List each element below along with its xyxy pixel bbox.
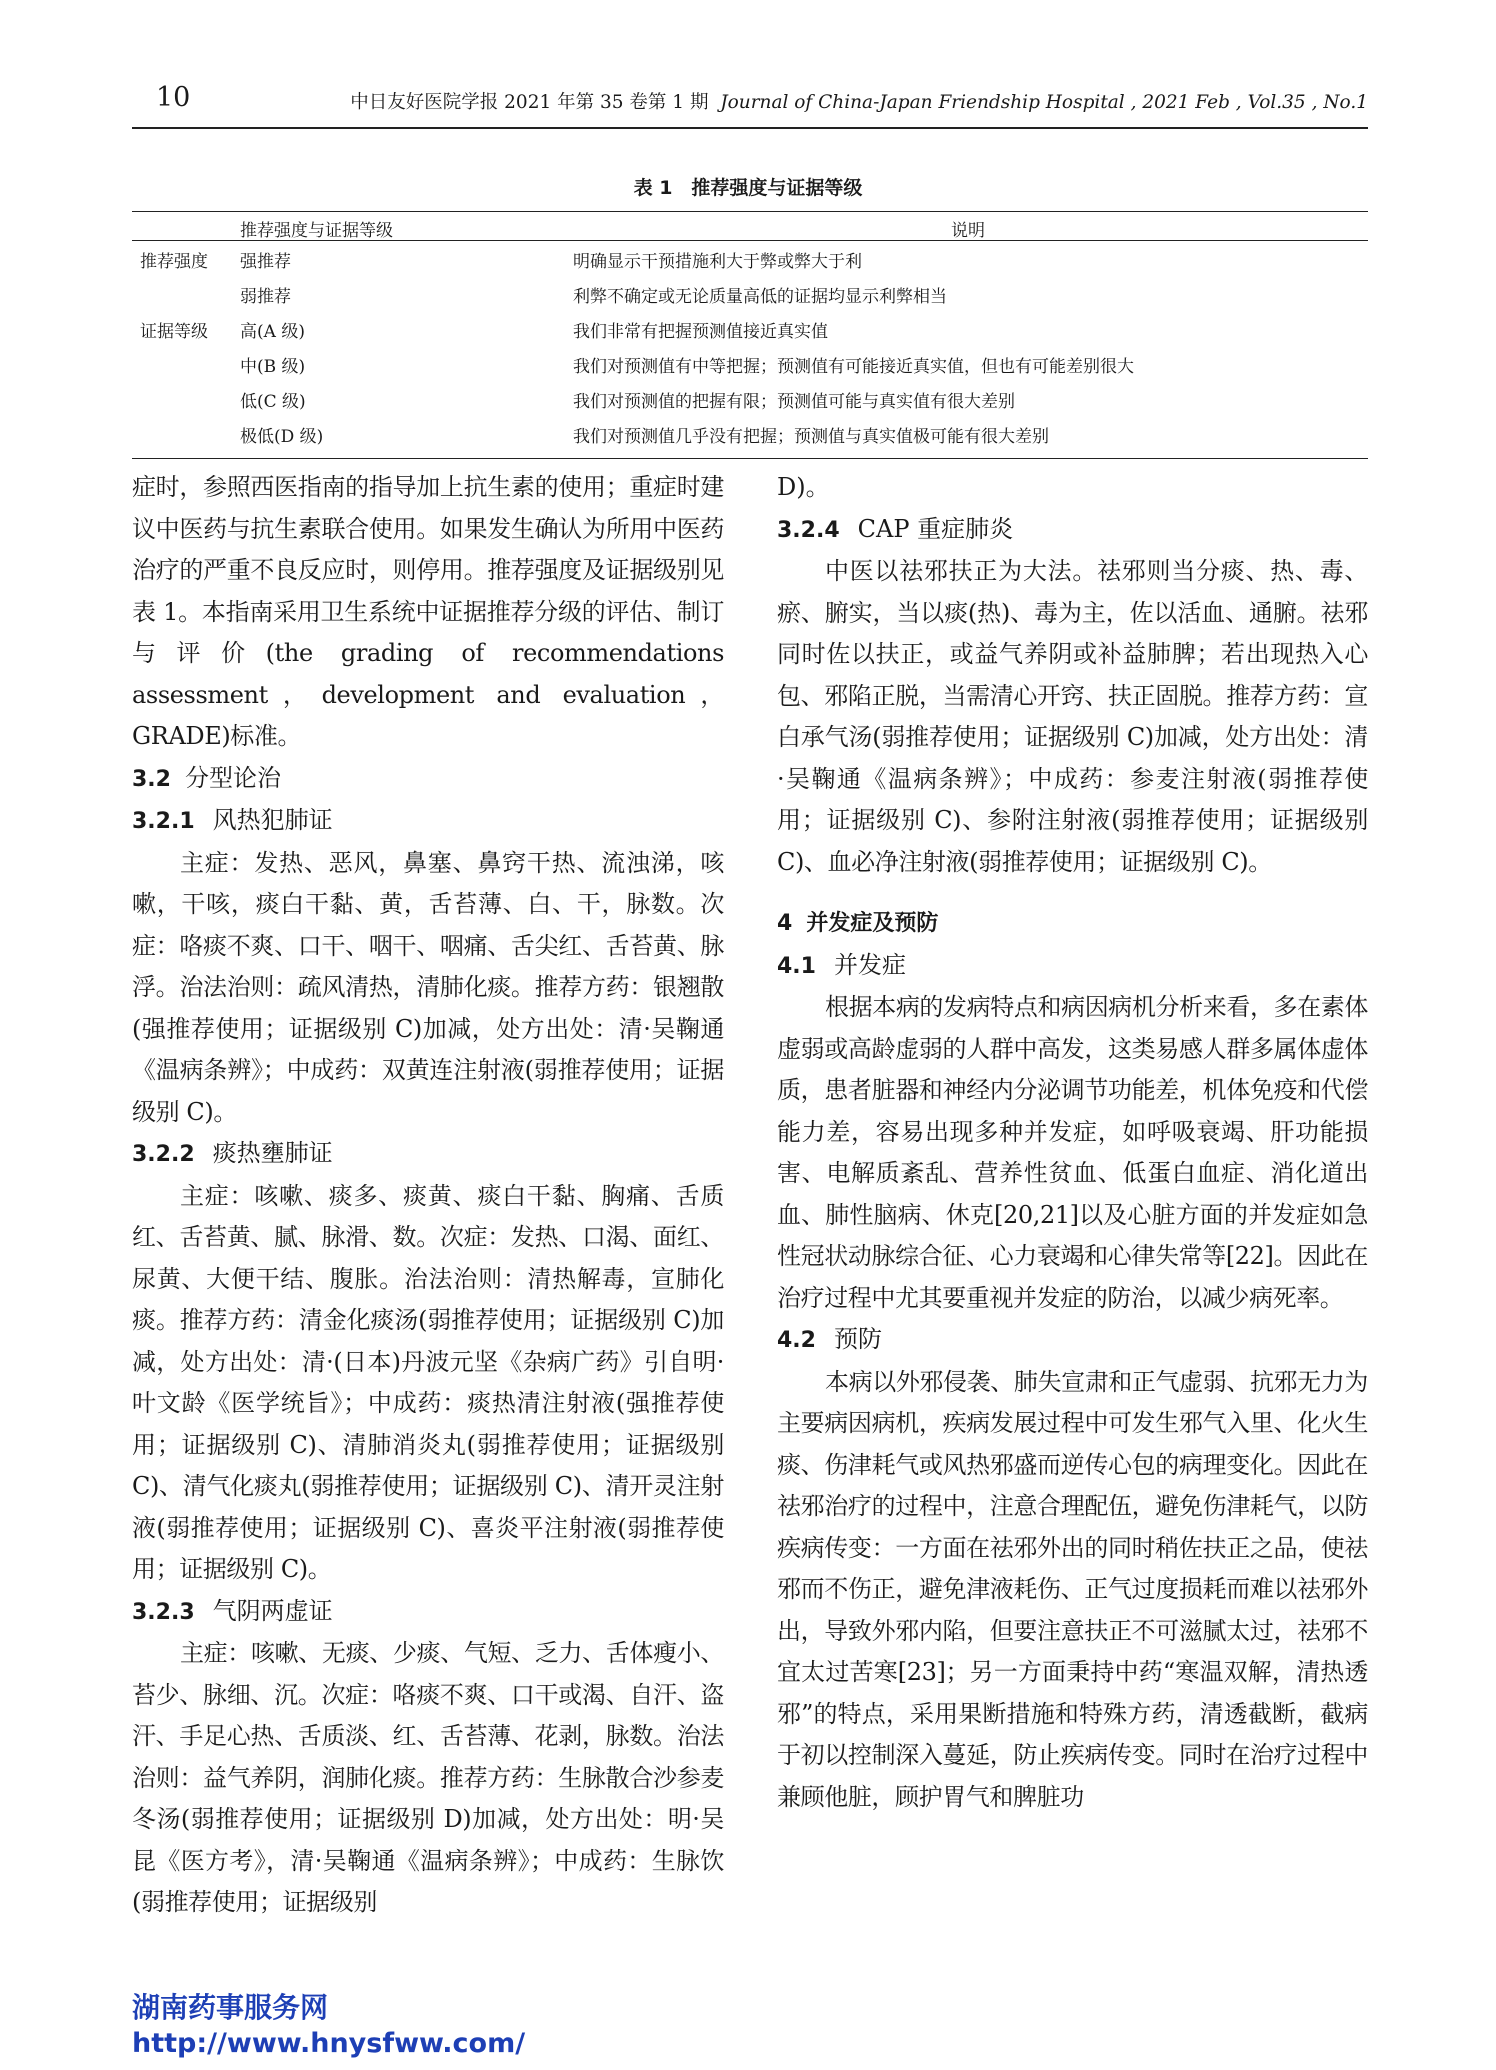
table-cell-description: 我们对预测值的把握有限；预测值可能与真实值有很大差别 [573, 392, 1015, 412]
section-heading-3-2-2 [132, 1133, 724, 1176]
table-cell-group: 推荐强度 [140, 252, 208, 272]
table-cell-description: 明确显示干预措施利大于弊或弊大于利 [573, 252, 862, 272]
section-heading-4-2 [777, 1319, 1368, 1362]
section-number: 3.2 [132, 766, 171, 792]
table-cell-group: 证据等级 [140, 322, 208, 342]
right-column [777, 467, 1368, 1818]
section-title: 风热犯肺证 [212, 806, 333, 834]
paragraph-3-2-2: 主症：咳嗽、痰多、痰黄、痰白干黏、胸痛、舌质红、舌苔黄、腻、脉滑、数。次症：发热、口渴、面红、尿黄、大便干结、腹胀。治法治则：清热解毒，宣肺化痰。推荐方药：清金化痰汤(弱推荐使用；证据级别 C)加减，处方出处：清·(日本)丹波元坚《杂病广药》引自明·叶文龄《医学统旨》；中成药：痰热清注射液(强推荐使用；证据级别 C)、清肺消炎丸(弱推荐使用；证据级别 C)、清气化痰丸(弱推荐使用；证据级别 C)、清开灵注射液(弱推荐使用；证据级别 C)、喜炎平注射液(弱推荐使用；证据级别 C)。 [132, 1181, 724, 1583]
table-header-rule [132, 240, 1368, 241]
journal-title-cn: 中日友好医院学报 2021 年第 35 卷第 1 期 [350, 92, 709, 113]
section-gap [777, 883, 1368, 903]
table-cell-level: 强推荐 [240, 252, 291, 272]
table-cell-description: 利弊不确定或无论质量高低的证据均显示利弊相当 [573, 287, 947, 307]
watermark-site-name: 湖南药事服务网 [132, 1991, 329, 2024]
section-title: 并发症及预防 [806, 911, 939, 936]
watermark-url: http://www.hnysfww.com/ [132, 2028, 526, 2059]
paragraph-intro: 症时，参照西医指南的指导加上抗生素的使用；重症时建议中医药与抗生素联合使用。如果发生确认为所用中医药治疗的严重不良反应时，则停用。推荐强度及证据级别见表 1。本指南采用卫生系统中证据推荐分级的评估、制订与评价(the grading of recommendations assessment，development and evaluation，GRADE)标准。 [132, 473, 724, 750]
section-number: 3.2.4 [777, 517, 840, 543]
table-row [132, 422, 1368, 452]
paragraph-3-2-3: 主症：咳嗽、无痰、少痰、气短、乏力、舌体瘦小、苔少、脉细、沉。次症：咯痰不爽、口干或渴、自汗、盗汗、手足心热、舌质淡、红、舌苔薄、花剥，脉数。治法治则：益气养阴，润肺化痰。推荐方药：生脉散合沙参麦冬汤(弱推荐使用；证据级别 D)加减，处方出处：明·吴昆《医方考》，清·吴鞠通《温病条辨》；中成药：生脉饮(弱推荐使用；证据级别 [132, 1639, 724, 1916]
left-column [132, 467, 724, 1924]
table-cell-level: 弱推荐 [240, 287, 291, 307]
section-number: 3.2.2 [132, 1142, 195, 1167]
paragraph-3-2-4: 中医以祛邪扶正为大法。祛邪则当分痰、热、毒、瘀、腑实，当以痰(热)、毒为主，佐以活血、通腑。祛邪同时佐以扶正，或益气养阴或补益肺脾；若出现热入心包、邪陷正脱，当需清心开窍、扶正固脱。推荐方药：宣白承气汤(弱推荐使用；证据级别 C)加减，处方出处：清·吴鞠通《温病条辨》；中成药：参麦注射液(弱推荐使用；证据级别 C)、参附注射液(弱推荐使用；证据级别 C)、血必净注射液(弱推荐使用；证据级别 C)。 [777, 557, 1368, 876]
table-row [132, 317, 1368, 347]
section-heading-4 [777, 903, 1368, 945]
page-number: 10 [156, 82, 191, 113]
section-title: CAP 重症肺炎 [857, 514, 1014, 543]
section-number: 4.2 [777, 1328, 816, 1353]
section-heading-3-2-4 [777, 509, 1368, 552]
table-cell-description: 我们非常有把握预测值接近真实值 [573, 322, 828, 342]
section-number: 4 [777, 911, 793, 936]
table-cell-level: 中(B 级) [240, 357, 306, 377]
table-cell-description: 我们对预测值有中等把握；预测值有可能接近真实值，但也有可能差别很大 [573, 357, 1134, 377]
table-cell-description: 我们对预测值几乎没有把握；预测值与真实值极可能有很大差别 [573, 427, 1049, 447]
journal-title-en: Journal of China-Japan Friendship Hospital , 2021 Feb , Vol.35 , No.1 [720, 92, 1368, 113]
paragraph-4-2: 本病以外邪侵袭、肺失宣肃和正气虚弱、抗邪无力为主要病因病机，疾病发展过程中可发生邪气入里、化火生痰、伤津耗气或风热邪盛而逆传心包的病理变化。因此在祛邪治疗的过程中，注意合理配伍，避免伤津耗气，以防疾病传变：一方面在祛邪外出的同时稍佐扶正之品，使祛邪而不伤正，避免津液耗伤、正气过度损耗而难以祛邪外出，导致外邪内陷，但要注意扶正不可滋腻太过，祛邪不宜太过苦寒[23]；另一方面秉持中药“寒温双解，清热透邪”的特点，采用果断措施和特殊方药，清透截断，截病于初以控制深入蔓延，防止疾病传变。同时在治疗过程中兼顾他脏，顾护胃气和脾脏功 [777, 1367, 1368, 1811]
section-title: 预防 [833, 1325, 882, 1353]
paragraph-4-1: 根据本病的发病特点和病因病机分析来看，多在素体虚弱或高龄虚弱的人群中高发，这类易感人群多属体虚体质，患者脏器和神经内分泌调节功能差，机体免疫和代偿能力差，容易出现多种并发症，如呼吸衰竭、肝功能损害、电解质紊乱、营养性贫血、低蛋白血症、消化道出血、肺性脑病、休克[20,21]以及心脏方面的并发症如急性冠状动脉综合征、心力衰竭和心律失常等[22]。因此在治疗过程中尤其要重视并发症的防治，以减少病死率。 [777, 993, 1368, 1312]
paragraph-continuation: D)。 [777, 473, 830, 501]
page-header [132, 82, 1368, 118]
section-title: 气阴两虚证 [212, 1596, 333, 1625]
table-cell-level: 高(A 级) [240, 322, 305, 342]
section-title: 痰热壅肺证 [212, 1139, 333, 1167]
section-number: 3.2.3 [132, 1599, 195, 1625]
section-title: 分型论治 [184, 763, 281, 792]
paragraph-3-2-1: 主症：发热、恶风，鼻塞、鼻窍干热、流浊涕，咳嗽，干咳，痰白干黏、黄，舌苔薄、白、干，脉数。次症：咯痰不爽、口干、咽干、咽痛、舌尖红、舌苔黄、脉浮。治法治则：疏风清热，清肺化痰。推荐方药：银翘散(强推荐使用；证据级别 C)加减，处方出处：清·吴鞠通《温病条辨》；中成药：双黄连注射液(弱推荐使用；证据级别 C)。 [132, 848, 724, 1126]
section-title: 并发症 [833, 950, 906, 979]
table-bottom-rule [132, 458, 1368, 459]
section-heading-3-2-1 [132, 800, 724, 843]
table-cell-level: 低(C 级) [240, 392, 306, 412]
section-heading-4-1 [777, 945, 1368, 988]
table-top-rule [132, 211, 1368, 212]
header-rule [132, 127, 1368, 129]
section-number: 3.2.1 [132, 809, 195, 834]
section-heading-3-2 [132, 758, 724, 801]
running-header [350, 88, 1368, 114]
table-caption: 表 1 推荐强度与证据等级 [633, 177, 863, 199]
table-row [132, 282, 1368, 312]
section-number: 4.1 [777, 953, 816, 979]
section-heading-3-2-3 [132, 1591, 724, 1634]
table-header-description: 说明 [951, 221, 985, 241]
table-row [132, 247, 1368, 277]
watermark [132, 1990, 525, 2062]
table-cell-level: 极低(D 级) [240, 427, 324, 447]
table-row [132, 387, 1368, 417]
table-header-level: 推荐强度与证据等级 [240, 221, 393, 241]
table-row [132, 352, 1368, 382]
